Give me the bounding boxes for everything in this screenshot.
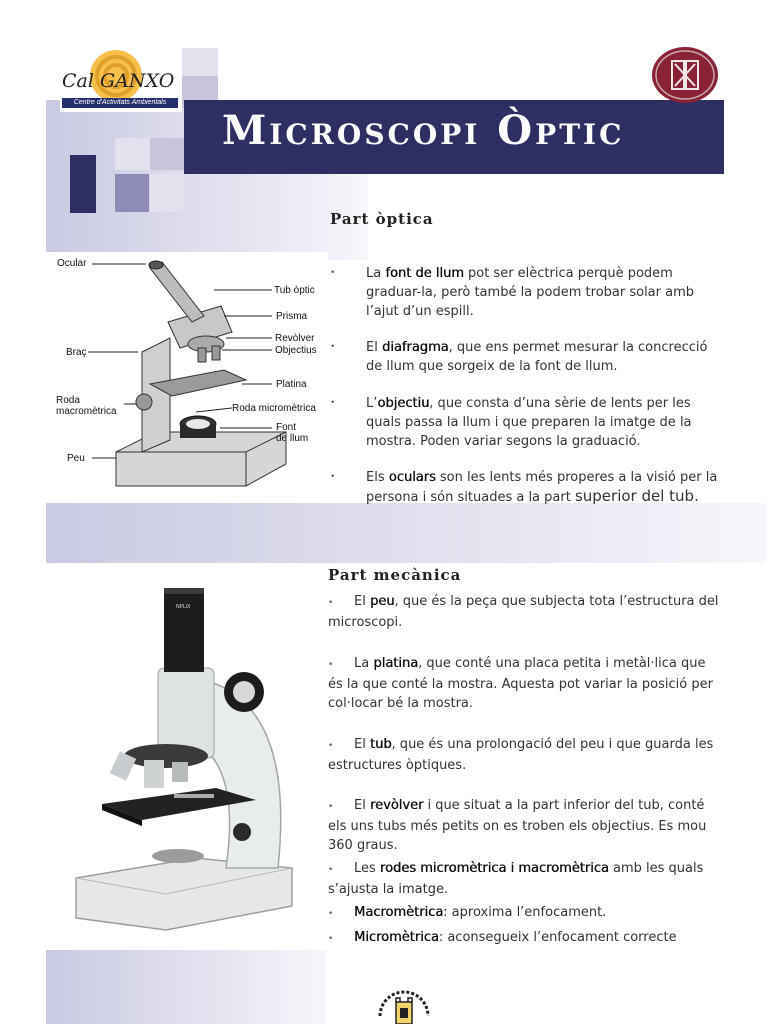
label-objectius: Objectius xyxy=(275,345,317,356)
decor-square xyxy=(150,138,184,170)
scope-brand-text: NPLIX xyxy=(176,604,191,610)
logo-text: Cal GANXO xyxy=(62,70,175,92)
label-roda-macrometrica: Roda macromètrica xyxy=(56,395,117,417)
section-heading-optical: Part òptica xyxy=(330,210,434,228)
item-text: , que és una prolongació del peu i que guarda les estructures òptiques. xyxy=(328,737,714,773)
list-item xyxy=(328,654,720,713)
item-text: , que és la peça que subjecta tota l’estructura del microscopi. xyxy=(328,594,719,630)
label-font-de-llum: Font de llum xyxy=(276,422,309,444)
decor-square xyxy=(150,174,184,212)
list-item xyxy=(330,338,720,376)
list-item xyxy=(328,735,720,775)
section-heading-mechanical: Part mecànica xyxy=(328,566,462,584)
item-term: objectiu xyxy=(377,396,430,411)
decor-square xyxy=(115,138,151,170)
item-pre: El xyxy=(353,594,370,609)
item-text: son les lents més properes a la visió per la persona i són situades a la part xyxy=(366,470,718,505)
item-pre: La xyxy=(366,266,386,281)
item-text-large: superior del tub. xyxy=(574,487,699,505)
item-text: : aproxima l’enfocament. xyxy=(443,905,607,920)
item-term: rodes micromètrica i macromètrica xyxy=(379,861,609,876)
label-brac: Braç xyxy=(66,347,87,358)
item-term: font de llum xyxy=(385,266,464,281)
decor-square xyxy=(70,155,96,213)
list-item xyxy=(328,592,720,632)
bullet-icon: • xyxy=(328,802,334,812)
page-title: Microscopi Òptic xyxy=(222,107,625,154)
item-text: amb les quals s’ajusta la imatge. xyxy=(328,861,704,897)
item-term: revòlver xyxy=(369,798,424,813)
list-item xyxy=(330,264,720,321)
item-term: diafragma xyxy=(381,340,449,355)
item-term: Macromètrica xyxy=(353,905,444,920)
item-text: , que consta d’una sèrie de lents per les quals passa la llum i que preparen la imatge de la mostra. Poden variar segons la graduació. xyxy=(366,396,692,449)
list-item xyxy=(328,928,720,949)
list-item xyxy=(328,796,720,855)
item-term: Micromètrica xyxy=(353,930,439,945)
label-roda-micrometrica: Roda micromètrica xyxy=(232,403,316,414)
bullet-icon: • xyxy=(330,268,336,278)
label-revolver: Revòlver xyxy=(275,333,315,344)
item-text: : aconsegueix l’enfocament correcte xyxy=(438,930,677,945)
cal-ganxo-logo xyxy=(60,48,182,112)
decor-square xyxy=(115,174,149,212)
item-pre: L’ xyxy=(366,396,378,411)
label-platina: Platina xyxy=(276,379,307,390)
item-term: peu xyxy=(369,594,395,609)
item-text: i que situat a la part inferior del tub, conté els uns tubs més petits on es troben els objectius. Es mou 360 graus. xyxy=(328,798,707,853)
bullet-icon: • xyxy=(330,398,336,408)
list-item xyxy=(328,859,720,899)
item-pre: El xyxy=(353,737,370,752)
bullet-icon: • xyxy=(330,472,336,482)
microscope-photo xyxy=(46,568,328,950)
item-text: pot ser elèctrica perquè podem graduar-la, però també la podem trobar solar amb l’ajut d’un espill. xyxy=(366,266,695,319)
item-pre: Els xyxy=(366,470,389,485)
bullet-icon: • xyxy=(328,909,334,919)
bullet-icon: • xyxy=(328,865,334,875)
item-term: platina xyxy=(373,656,419,671)
bullet-icon: • xyxy=(330,342,336,352)
item-text: , que ens permet mesurar la concrecció de llum que sorgeix de la font de llum. xyxy=(366,340,708,374)
item-text: , que conté una placa petita i metàl·lica que és la que conté la mostra. Aquesta pot variar la posició per col·locar bé la mostra. xyxy=(328,656,713,711)
bullet-icon: • xyxy=(328,660,334,670)
list-item xyxy=(330,394,720,451)
bullet-icon: • xyxy=(328,934,334,944)
item-pre: Les xyxy=(353,861,380,876)
label-ocular: Ocular xyxy=(57,258,87,269)
item-term: tub xyxy=(369,737,392,752)
logo-subtitle: Centre d'Activitats Ambientals xyxy=(62,98,178,108)
item-pre: La xyxy=(353,656,374,671)
bullet-icon: • xyxy=(328,741,334,751)
bottom-decor-band xyxy=(46,950,326,1024)
mid-decor-band xyxy=(46,503,766,563)
bullet-icon: • xyxy=(328,598,334,608)
label-prisma: Prisma xyxy=(276,311,308,322)
municipal-seal-icon xyxy=(374,986,434,1024)
list-item xyxy=(330,468,720,507)
list-item xyxy=(328,903,720,924)
crest-icon xyxy=(651,46,719,104)
item-term: oculars xyxy=(388,470,436,485)
label-tub-optic: Tub òptic xyxy=(274,285,315,296)
label-peu: Peu xyxy=(67,453,85,464)
item-pre: El xyxy=(366,340,382,355)
item-pre: El xyxy=(353,798,370,813)
